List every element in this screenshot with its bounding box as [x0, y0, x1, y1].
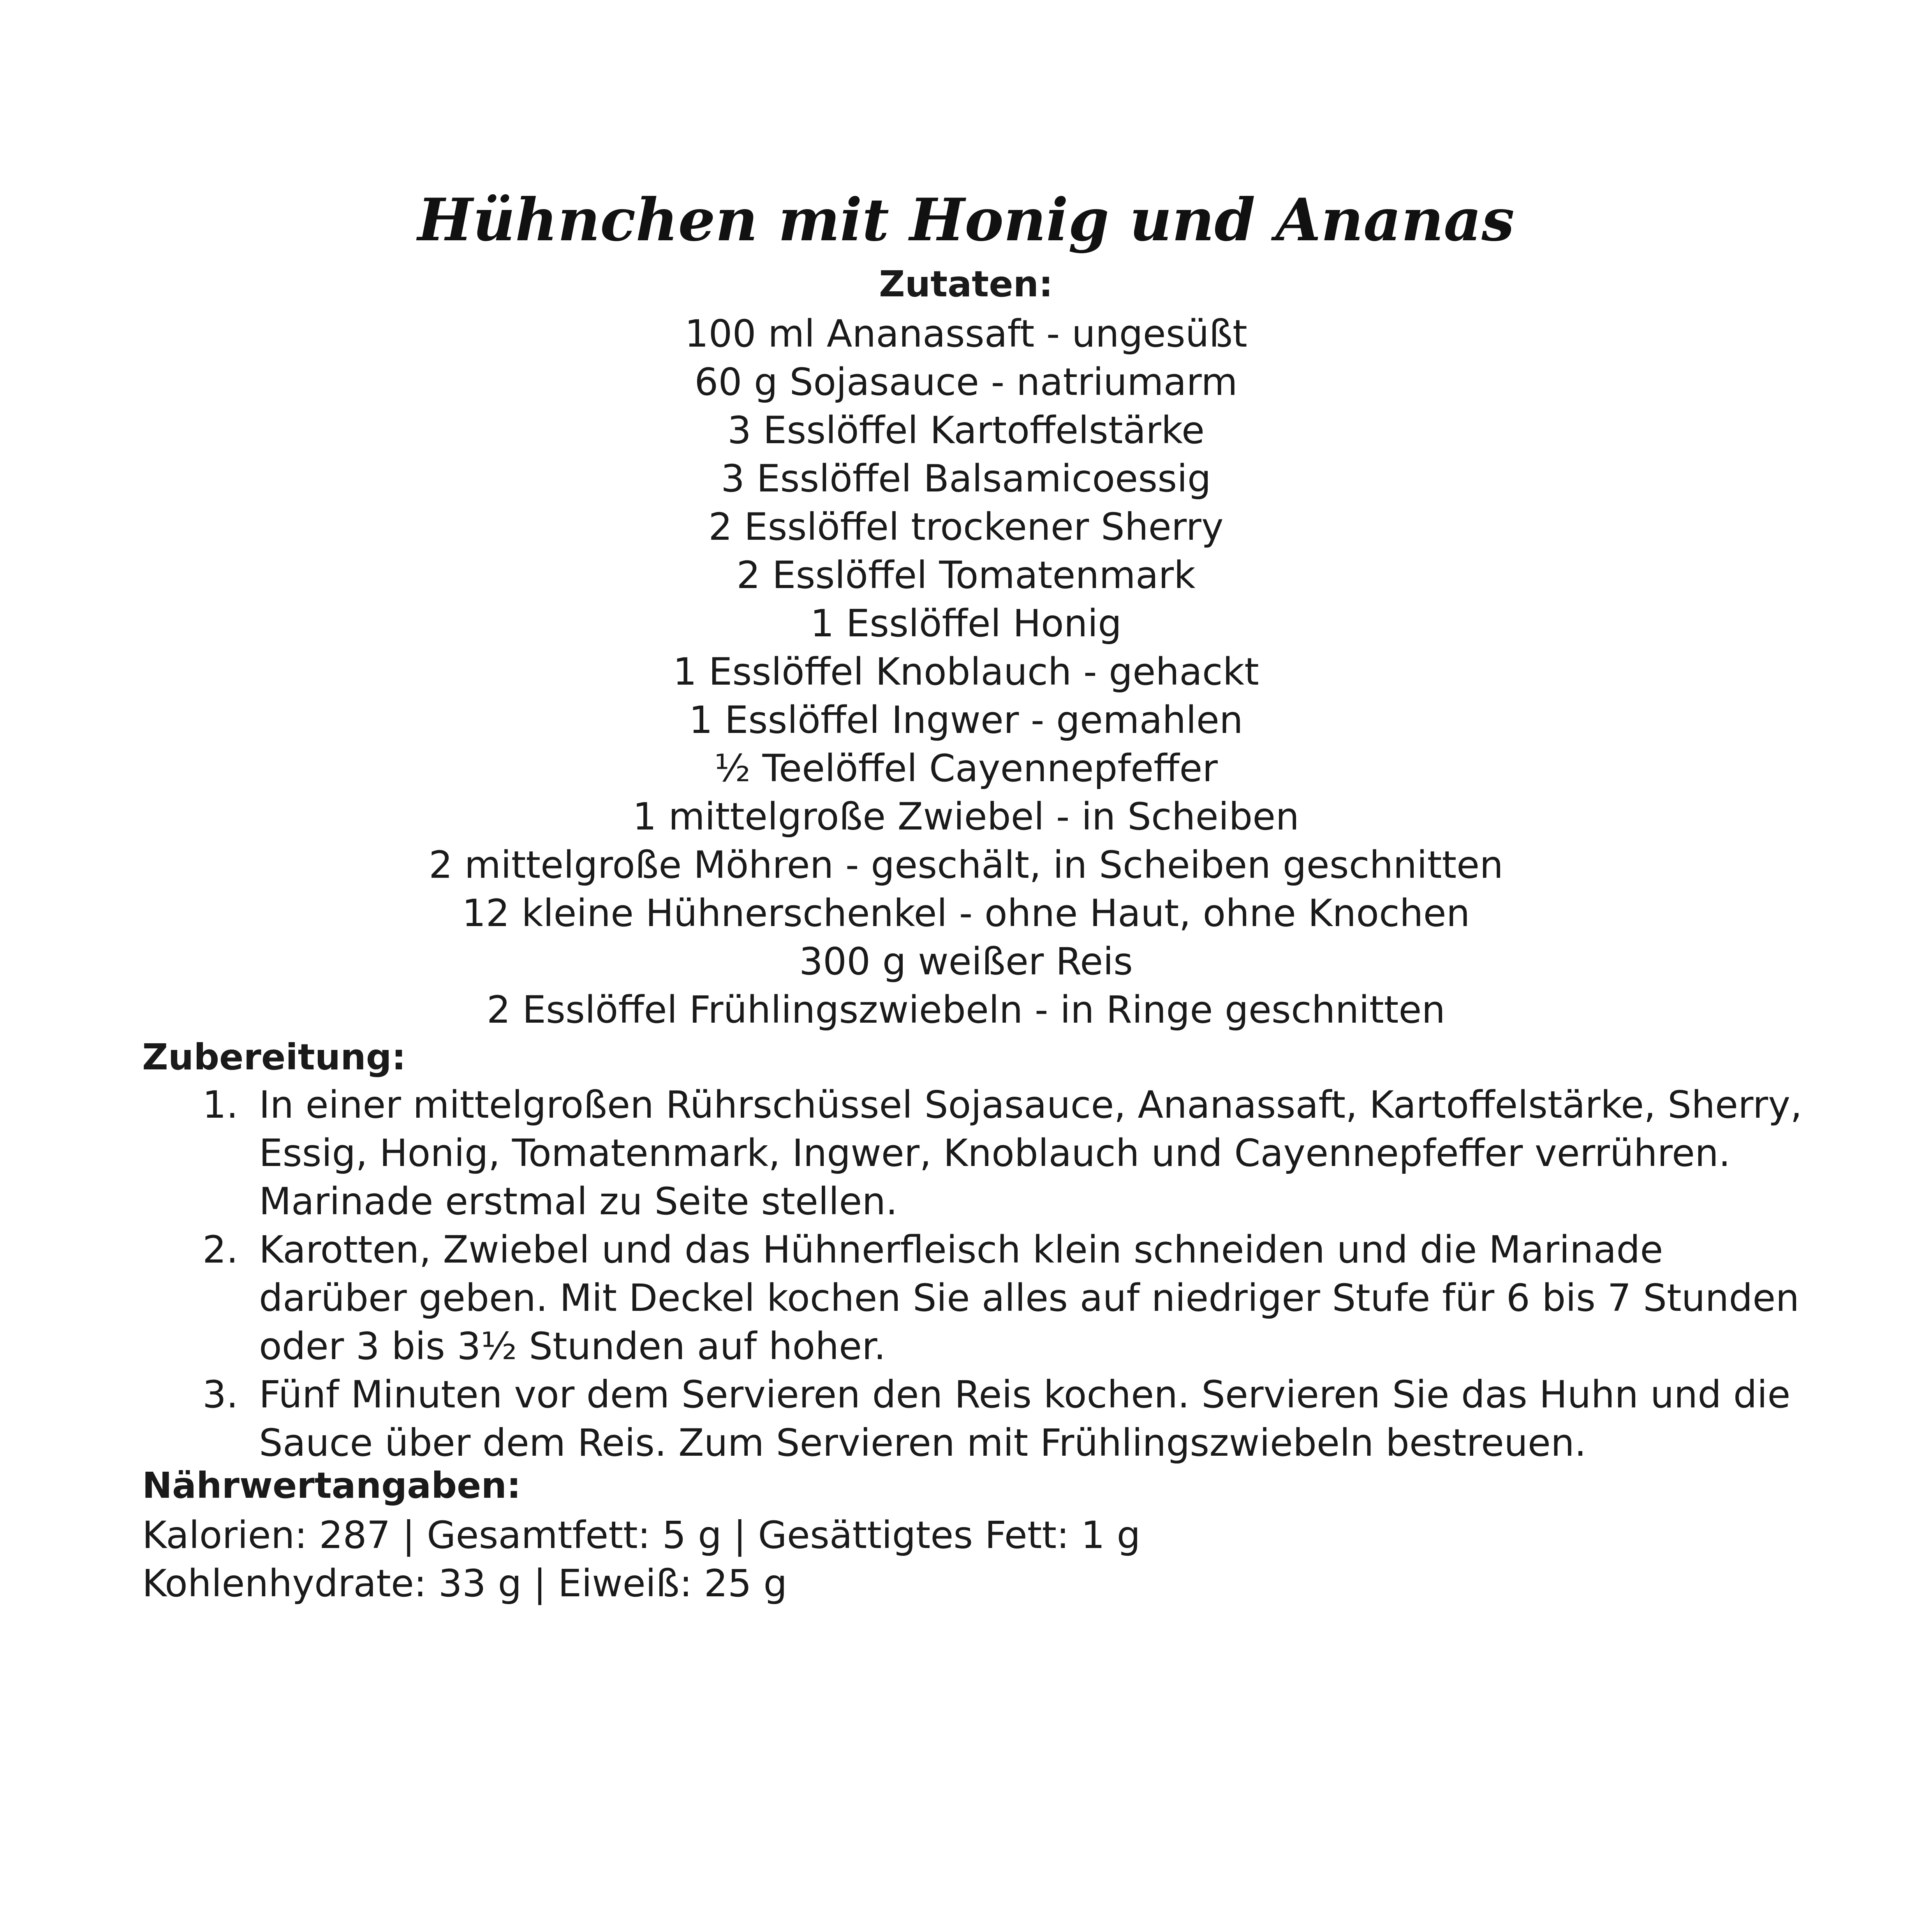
- ingredient-item: 100 ml Ananassaft - ungesüßt: [685, 312, 1247, 356]
- step-number: 3.: [203, 1373, 238, 1416]
- ingredient-item: 1 Esslöffel Honig: [810, 602, 1122, 645]
- recipe-title: Hühnchen mit Honig und Ananas: [417, 186, 1515, 254]
- ingredient-item: ½ Teelöffel Cayennepfeffer: [714, 747, 1218, 790]
- step-number: 1.: [203, 1083, 238, 1127]
- ingredient-item: 300 g weißer Reis: [799, 940, 1133, 983]
- ingredients-heading: Zutaten:: [879, 263, 1053, 305]
- nutrition-line: Kohlenhydrate: 33 g | Eiweiß: 25 g: [142, 1562, 787, 1605]
- preparation-heading: Zubereitung:: [142, 1036, 406, 1078]
- nutrition-facts: [142, 1511, 1141, 1608]
- ingredient-item: 60 g Sojasauce - natriumarm: [694, 360, 1238, 404]
- nutrition-heading: Nährwertangaben:: [142, 1465, 521, 1506]
- ingredients-list: [0, 310, 1932, 1034]
- ingredient-item: 2 Esslöffel Frühlingszwiebeln - in Ringe geschnitten: [486, 988, 1446, 1032]
- step-item: [142, 1081, 1817, 1226]
- ingredient-item: 2 Esslöffel trockener Sherry: [708, 505, 1224, 549]
- preparation-steps: [142, 1081, 1817, 1467]
- step-text: Fünf Minuten vor dem Servieren den Reis kochen. Servieren Sie das Huhn und die Sauce über dem Reis. Zum Servieren mit Frühlingszwiebeln bestreuen.: [259, 1373, 1791, 1465]
- step-item: [142, 1370, 1817, 1467]
- ingredient-item: 1 Esslöffel Knoblauch - gehackt: [673, 650, 1259, 694]
- ingredient-item: 3 Esslöffel Balsamicoessig: [721, 457, 1211, 500]
- ingredient-item: 2 Esslöffel Tomatenmark: [736, 553, 1196, 597]
- ingredient-item: 2 mittelgroße Möhren - geschält, in Scheiben geschnitten: [428, 843, 1504, 887]
- step-text: Karotten, Zwiebel und das Hühnerfleisch klein schneiden und die Marinade darüber geben. Mit Deckel kochen Sie alles auf niedriger Stufe für 6 bis 7 Stunden oder 3 bis 3½ Stunden auf hoher.: [259, 1228, 1800, 1368]
- ingredient-item: 1 mittelgroße Zwiebel - in Scheiben: [632, 795, 1300, 838]
- ingredient-item: 12 kleine Hühnerschenkel - ohne Haut, ohne Knochen: [462, 891, 1470, 935]
- step-item: [142, 1226, 1817, 1370]
- step-text: In einer mittelgroßen Rührschüssel Sojasauce, Ananassaft, Kartoffelstärke, Sherry, Essig, Honig, Tomatenmark, Ingwer, Knoblauch und Cayennepfeffer verrühren. Marinade erstmal zu Seite stellen.: [259, 1083, 1802, 1223]
- nutrition-line: Kalorien: 287 | Gesamtfett: 5 g | Gesättigtes Fett: 1 g: [142, 1513, 1141, 1557]
- step-number: 2.: [203, 1228, 238, 1272]
- ingredient-item: 1 Esslöffel Ingwer - gemahlen: [689, 698, 1243, 742]
- ingredient-item: 3 Esslöffel Kartoffelstärke: [727, 409, 1205, 452]
